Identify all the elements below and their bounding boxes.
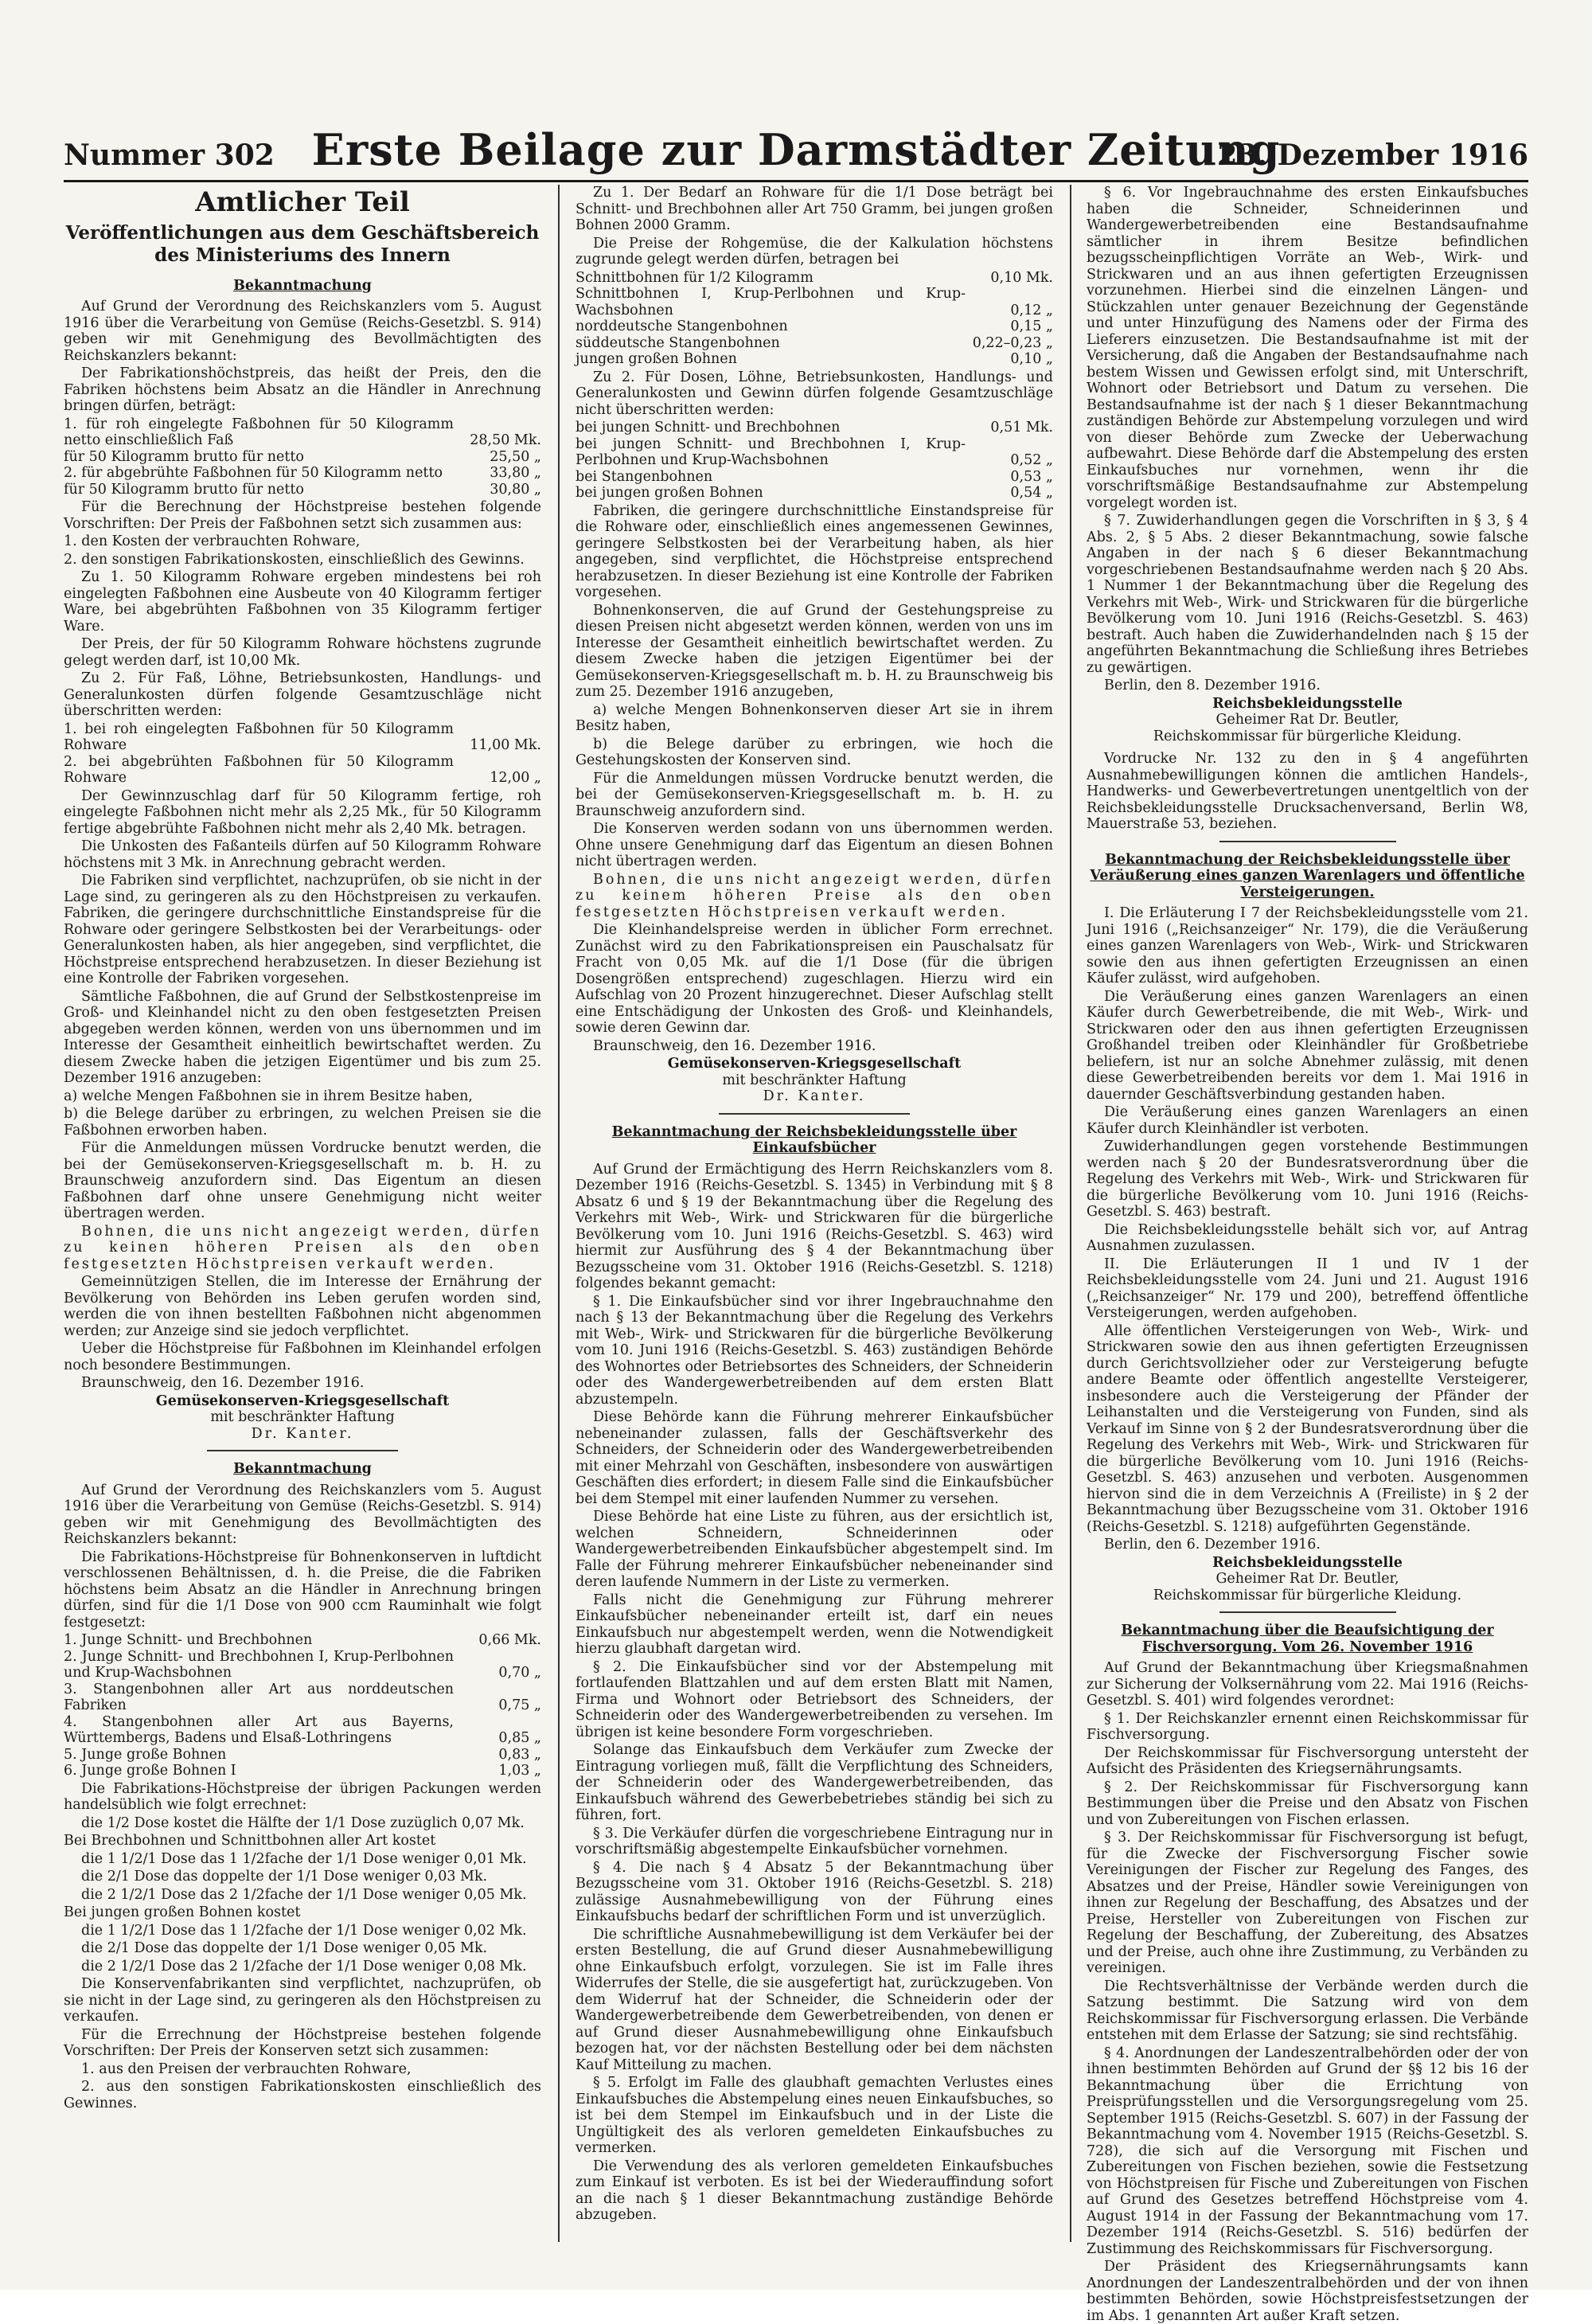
- divider: [719, 1113, 910, 1115]
- signature-name: Dr. Kanter.: [251, 1425, 354, 1442]
- price-label: süddeutsche Stangenbohnen: [576, 334, 780, 351]
- paragraph: § 4. Die nach § 4 Absatz 5 der Bekanntmachung über Bezugsscheine vom 31. Oktober 1916 (Reichs-Gesetzbl. S. 218) zulässige Ausnahmebewilligung von der Führung eines Einkaufsbuchs bedarf der schriftlichen Form und ist unverzüglich.: [576, 1859, 1053, 1924]
- paragraph: Die Konserven werden sodann von uns übernommen werden. Ohne unsere Genehmigung darf das Eigentum an diesen Bohnen nicht übertragen werden.: [576, 821, 1053, 869]
- table-row: [576, 318, 1053, 335]
- date-line: Berlin, den 6. Dezember 1916.: [1104, 1537, 1321, 1553]
- table-row: [576, 335, 1053, 352]
- signature-name: Geheimer Rat Dr. Beutler,: [1215, 712, 1399, 728]
- price-label: 2. Junge Schnitt- und Brechbohnen I, Krup-Perlbohnen und Krup-Wachsbohnen: [64, 1648, 454, 1681]
- price-label: 2. bei abgebrühten Faßbohnen für 50 Kilogramm Rohware: [64, 753, 454, 786]
- price-value: 0,70 „: [498, 1665, 541, 1681]
- price-label: bei jungen großen Bohnen: [576, 485, 763, 501]
- price-value: 1,03 „: [498, 1763, 541, 1779]
- paragraph: § 2. Die Einkaufsbücher sind vor der Abstempelung mit fortlaufenden Blattzahlen und auf dem ersten Blatt mit Namen, Firma und Wohnort oder Betriebsort des Schneiders, der Schneiderin oder des Wandergewerbetreibenden zu versehen. Im übrigen ist keine besondere Form vorgeschrieben.: [576, 1658, 1053, 1740]
- masthead-rule: [64, 180, 1528, 182]
- list-item: 2. den sonstigen Fabrikationskosten, einschließlich des Gewinns.: [64, 551, 525, 568]
- signature-title: Reichskommissar für bürgerliche Kleidung.: [1153, 1587, 1462, 1603]
- signature-name: Dr. Kanter.: [763, 1088, 866, 1104]
- paragraph: Bohnenkonserven, die auf Grund der Gestehungspreise zu diesen Preisen nicht abgesetzt werden können, werden von uns im Interesse der Gesamtheit einheitlich bewirtschaftet werden. Zu diesem Zwecke haben die jetzigen Eigentümer bei der Gemüsekonserven-Kriegsgesellschaft m. b. H. zu Braunschweig bis zum 25. Dezember 1916 anzugeben,: [576, 602, 1053, 700]
- table-row: [64, 1649, 541, 1681]
- divider: [1219, 841, 1396, 842]
- newspaper-title: Erste Beilage zur Darmstädter Zeitung: [311, 124, 1281, 175]
- signature-block: [1087, 696, 1528, 745]
- issue-number: Nummer 302: [64, 139, 275, 172]
- paragraph: die 2 1/2/1 Dose das 2 1/2fache der 1/1 Dose weniger 0,05 Mk.: [81, 1886, 527, 1903]
- signature-org: Reichsbekleidungsstelle: [1212, 695, 1403, 712]
- signature-title: Reichskommissar für bürgerliche Kleidung.: [1153, 728, 1462, 744]
- date-line: Berlin, den 8. Dezember 1916.: [1104, 678, 1321, 693]
- paragraph: Die Fabriken sind verpflichtet, nachzuprüfen, ob sie nicht in der Lage sind, zu geringeren als zu den Höchstpreisen zu verkaufen. Fabriken, die geringere durchschnittliche Einstandspreise für die Rohware oder geringere Selbstkosten bei der Verarbeitungs- oder Generalunkosten haben, als hier angegeben, sind verpflichtet, die Höchstpreise entsprechend herabzusetzen. In dieser Beziehung ist eine Kontrolle der Fabriken vorgesehen.: [64, 873, 541, 986]
- price-label: norddeutsche Stangenbohnen: [576, 318, 788, 334]
- paragraph: Die Veräußerung eines ganzen Warenlagers an einen Käufer durch Gewerbetreibende, die mit Web-, Wirk- und Strickwaren oder den aus ihnen gefertigten Erzeugnissen Großhandel treiben oder Kleinhändler für Großbetriebe beliefern, ist nur an solche Abnehmer zulässig, mit denen diese Gewerbetreibenden bereits vor dem 1. Mai 1916 in dauernder Geschäftsverbindung gestanden haben.: [1087, 988, 1528, 1103]
- paragraph: Der Präsident des Kriegsernährungsamts kann Anordnungen der Landeszentralbehörden und der von ihnen bestimmten Behörden, sowie Höchstpreisfestsetzungen der im Abs. 1 genannten Art außer Kraft setzen.: [1087, 2259, 1528, 2324]
- issue-date: 23. Dezember 1916: [1217, 139, 1528, 172]
- paragraph: Der Gewinnzuschlag darf für 50 Kilogramm fertige, roh eingelegte Faßbohnen nicht mehr als 2,25 Mk., für 50 Kilogramm fertige abgebrühte Faßbohnen nicht mehr als 2,40 Mk. betragen.: [64, 787, 541, 837]
- paragraph: Sämtliche Faßbohnen, die auf Grund der Selbstkostenpreise im Groß- und Kleinhandel nicht zu den oben festgesetzten Preisen abgegeben werden können, werden von uns übernommen und im Interesse der Gesamtheit einheitlich bewirtschaftet werden. Zu diesem Zwecke haben die jetzigen Eigentümer und bis zum 25. Dezember 1916 anzugeben:: [64, 988, 541, 1086]
- price-value: 0,10 Mk.: [990, 269, 1053, 286]
- price-label: bei jungen Schnitt- und Brechbohnen I, Krup-Perlbohnen und Krup-Wachsbohnen: [576, 436, 966, 468]
- paragraph: die 2 1/2/1 Dose das 2 1/2fache der 1/1 Dose weniger 0,08 Mk.: [81, 1958, 527, 1974]
- paragraph: § 3. Die Verkäufer dürfen die vorgeschriebene Eintragung nur in vorschriftsmäßig abgestempelte Einkaufsbücher vornehmen.: [576, 1825, 1053, 1857]
- paragraph: Die Unkosten des Faßanteils dürfen auf 50 Kilogramm Rohware höchstens mit 3 Mk. in Anrechnung gebracht werden.: [64, 838, 541, 871]
- price-value: 0,85 „: [498, 1730, 541, 1746]
- paragraph: Für die Anmeldungen müssen Vordrucke benutzt werden, die bei der Gemüsekonserven-Kriegsgesellschaft m. b. H. zu Braunschweig anzufordern sind. Das Eigentum an diesen Faßbohnen darf ohne unsere Genehmigung nicht weiter übertragen werden.: [64, 1140, 541, 1221]
- paragraph: die 2/1 Dose das doppelte der 1/1 Dose weniger 0,03 Mk.: [81, 1869, 488, 1885]
- paragraph: Diese Behörde kann die Führung mehrerer Einkaufsbücher nebeneinander zulassen, falls der Geschäftsverkehr des Schneiders, der Schneiderin oder des Wandergewerbetreibenden mit einer Mehrzahl von Geschäften, insbesondere von auswärtigen Geschäften dies erfordert; in diesem Falle sind die Einkaufsbücher bei dem Stempel mit einer laufenden Nummer zu versehen.: [576, 1409, 1053, 1507]
- column-2: [576, 185, 1053, 2242]
- price-label: 2. für abgebrühte Faßbohnen für 50 Kilogramm netto: [64, 465, 443, 481]
- table-row: [64, 1747, 541, 1764]
- column-1: [64, 185, 541, 2242]
- signature-org: Gemüsekonserven-Kriegsgesellschaft: [667, 1056, 962, 1072]
- price-table: [64, 1632, 541, 1779]
- date-line: Braunschweig, den 16. Dezember 1916.: [593, 1037, 876, 1054]
- price-value: 0,10 „: [1010, 351, 1053, 367]
- list-item: a) welche Mengen Bohnenkonserven dieser Art sie in ihrem Besitz haben,: [576, 701, 1053, 734]
- price-label: für 50 Kilogramm brutto für netto: [64, 481, 304, 498]
- price-label: bei jungen Schnitt- und Brechbohnen: [576, 420, 841, 436]
- paragraph: die 2/1 Dose das doppelte der 1/1 Dose weniger 0,05 Mk.: [81, 1940, 488, 1956]
- paragraph: Fabriken, die geringere durchschnittliche Einstandspreise für die Rohware oder, einschließlich eines angemessenen Gewinnes, geringere Selbstkosten bei der Verarbeitung haben, als hier angegeben, sind verpflichtet, die Höchstpreise entsprechend herabzusetzen. In dieser Beziehung ist eine Kontrolle der Fabriken vorgesehen.: [576, 502, 1053, 600]
- price-value: 0,22–0,23 „: [972, 334, 1053, 351]
- paragraph: § 2. Der Reichskommissar für Fischversorgung kann Bestimmungen über die Preise und den Absatz von Fischen und von Zubereitungen von Fischen erlassen.: [1087, 1779, 1528, 1828]
- signature-org: Gemüsekonserven-Kriegsgesellschaft: [155, 1392, 450, 1409]
- paragraph: Alle öffentlichen Versteigerungen von Web-, Wirk- und Strickwaren sowie den aus ihnen gefertigten Erzeugnissen durch Gerichtsvollzieher oder zur Versteigerung befugte andere Beamte oder öffentlich angestellte Versteigerer, insbesondere auch die Versteigerung der Pfänder der Leihanstalten und die Versteigerung von Funden, sind als Verkauf im Sinne von § 2 der Bundesratsverordnung über die Regelung des Verkehrs mit Web-, Wirk- und Strickwaren für die bürgerliche Bevölkerung vom 10. Juni 1916 (Reichs-Gesetzbl. S. 463) anzusehen und verboten. Ausgenommen hiervon sind die in dem Verzeichnis A (Freiliste) in § 2 der Bekanntmachung über Bezugsscheine vom 31. Oktober 1916 (Reichs-Gesetzbl. S. 1218) aufgeführten Gegenstände.: [1087, 1322, 1528, 1535]
- notice-heading: Bekanntmachung: [233, 277, 372, 294]
- paragraph: Auf Grund der Ermächtigung des Herrn Reichskanzlers vom 8. Dezember 1916 (Reichs-Gesetzbl. S. 1345) in Verbindung mit § 8 Absatz 6 und § 19 der Bekanntmachung über die Regelung des Verkehrs mit Web-, Wirk- und Strickwaren für die bürgerliche Bevölkerung vom 10. Juni 1916 (Reichs-Gesetzbl. S. 463) wird hiermit zur Ausführung des § 4 der Bekanntmachung über Bezugsscheine vom 31. Oktober 1916 (Reichs-Gesetzbl. S. 1218) folgendes bekannt gemacht:: [576, 1161, 1053, 1291]
- price-value: 0,83 „: [498, 1746, 541, 1763]
- table-row: [64, 482, 541, 498]
- paragraph: Die Fabrikations-Höchstpreise der übrigen Packungen werden handelsüblich wie folgt errechnet:: [64, 1780, 541, 1813]
- table-row: [64, 721, 541, 754]
- price-label: bei Stangenbohnen: [576, 468, 713, 485]
- paragraph: Falls nicht die Genehmigung zur Führung mehrerer Einkaufsbücher nebeneinander erteilt ist, darf ein neues Einkaufsbuch nur abgestempelt werden, wenn die Notwendigkeit hierzu glaubhaft dargetan wird.: [576, 1592, 1053, 1657]
- paragraph: Die Preise der Rohgemüse, die der Kalkulation höchstens zugrunde gelegt werden dürfen, betragen bei: [576, 235, 1053, 268]
- price-value: 11,00 Mk.: [470, 737, 541, 753]
- surcharge-table: [64, 721, 541, 787]
- table-row: [64, 1681, 541, 1714]
- paragraph: § 5. Erfolgt im Falle des glaubhaft gemachten Verlustes eines Einkaufsbuches die Abstempelung eines neuen Einkaufsbuches, so ist bei dem Stempel im Einkaufsbuch und in der Liste die Ungültigkeit des als verloren gemeldeten Einkaufsbuches zu vermerken.: [576, 2075, 1053, 2156]
- signature-block: [1087, 1555, 1528, 1604]
- paragraph: die 1 1/2/1 Dose das 1 1/2fache der 1/1 Dose weniger 0,02 Mk.: [81, 1922, 527, 1939]
- price-label: 1. für roh eingelegte Faßbohnen für 50 Kilogramm netto einschließlich Faß: [64, 416, 454, 448]
- section-title: Amtlicher Teil: [195, 186, 410, 218]
- signature-block: [576, 1056, 1053, 1105]
- paragraph: Die Kleinhandelspreise werden in üblicher Form errechnet. Zunächst wird zu den Fabrikationspreisen ein Pauschalsatz für Fracht von 0,05 Mk. auf die 1/1 Dose (für die übrigen Dosengrößen entsprechend) zugeschlagen. Hierzu wird ein Aufschlag von 20 Prozent hinzugerechnet. Dieser Aufschlag stellt eine Entschädigung der Unkosten des Groß- und Kleinhandels, sowie deren Gewinn dar.: [576, 922, 1053, 1036]
- paragraph: Zu 1. Der Bedarf an Rohware für die 1/1 Dose beträgt bei Schnitt- und Brechbohnen aller Art 750 Gramm, bei jungen großen Bohnen 2000 Gramm.: [576, 185, 1053, 233]
- paragraph: Die Rechtsverhältnisse der Verbände werden durch die Satzung bestimmt. Die Satzung wird von dem Reichskommissar für Fischversorgung erlassen. Die Verbände entstehen mit dem Erlasse der Satzung; sie sind rechtsfähig.: [1087, 1978, 1528, 2043]
- notice-heading: Bekanntmachung: [233, 1461, 372, 1477]
- date-line: Braunschweig, den 16. Dezember 1916.: [81, 1375, 365, 1391]
- table-row: [64, 449, 541, 466]
- price-value: 0,75 „: [498, 1697, 541, 1713]
- price-value: 0,15 „: [1010, 318, 1053, 334]
- signature-block: [64, 1393, 541, 1443]
- paragraph: Zuwiderhandlungen gegen vorstehende Bestimmungen werden nach § 20 der Bundesratsverordnung über die Regelung des Verkehrs mit Web-, Wirk- und Strickwaren für die bürgerliche Bevölkerung vom 10. Juni 1916 (Reichs-Gesetzbl. S. 463) bestraft.: [1087, 1139, 1528, 1220]
- notice-heading: Bekanntmachung der Reichsbekleidungsstelle über Veräußerung eines ganzen Warenlagers und öffentliche Versteigerungen.: [1090, 851, 1525, 900]
- price-value: 0,52 „: [1010, 452, 1053, 468]
- paragraph: I. Die Erläuterung I 7 der Reichsbekleidungsstelle vom 21. Juni 1916 („Reichsanzeiger“ Nr. 179), die die Veräußerung eines ganzen Warenlagers von Web-, Wirk- und Strickwaren sowie den aus ihnen gefertigten Erzeugnissen an einen Käufer zulässt, wird aufgehoben.: [1087, 905, 1528, 986]
- table-row: [64, 1632, 541, 1649]
- paragraph: Vordrucke Nr. 132 zu den in § 4 angeführten Ausnahmebewilligungen können die amtlichen Handels-, Handwerks- und Gewerbevertretungen unentgeltlich von der Reichsbekleidungsstelle Drucksachenversand, Berlin W8, Mauerstraße 53, beziehen.: [1087, 751, 1528, 832]
- price-value: 0,12 „: [1010, 302, 1053, 318]
- paragraph: § 7. Zuwiderhandlungen gegen die Vorschriften in § 3, § 4 Abs. 2, § 5 Abs. 2 dieser Bekanntmachung, sowie falsche Angaben in der nach § 6 dieser Bekanntmachung vorgeschriebenen Bestandsaufnahme werden nach § 20 Abs. 1 Nummer 1 der Bekanntmachung über die Regelung des Verkehrs mit Web-, Wirk- und Strickwaren für die bürgerliche Bevölkerung vom 10. Juni 1916 (Reichs-Gesetzbl. S. 463) bestraft. Auch haben die Zuwiderhandelnden nach § 15 der angeführten Bekanntmachung die Schließung ihres Betriebes zu gewärtigen.: [1087, 513, 1528, 676]
- paragraph: Ueber die Höchstpreise für Faßbohnen im Kleinhandel erfolgen noch besondere Bestimmungen.: [64, 1341, 541, 1373]
- paragraph: Für die Berechnung der Höchstpreise bestehen folgende Vorschriften: Der Preis der Faßbohnen setzt sich zusammen aus:: [64, 499, 541, 532]
- price-label: 1. Junge Schnitt- und Brechbohnen: [64, 1632, 313, 1648]
- paragraph: die 1/2 Dose kostet die Hälfte der 1/1 Dose zuzüglich 0,07 Mk.: [81, 1814, 525, 1831]
- table-row: [576, 436, 1053, 469]
- paragraph: Die Veräußerung eines ganzen Warenlagers an einen Käufer durch Kleinhändler ist verboten.: [1087, 1104, 1528, 1137]
- table-row: [576, 469, 1053, 486]
- paragraph: § 6. Vor Ingebrauchnahme des ersten Einkaufsbuches haben die Schneider, Schneiderinnen und Wandergewerbetreibenden eine Bestandsaufnahme sämtlicher in ihrem Besitze befindlichen bezugsscheinpflichtigen Vorräte an Web-, Wirk- und Strickwaren und an aus ihnen gefertigten Erzeugnissen vorzunehmen. Hierbei sind die einzelnen Längen- und Stückzahlen unter genauer Bezeichnung der Gegenstände und unter Hinzufügung des Namens oder der Firma des Lieferers einzusetzen. Die Bestandsaufnahme ist mit der Versicherung, daß die Angaben der Bestandsaufnahme nach bestem Wissen und Gewissen erfolgt sind, mit Unterschrift, Wohnort oder Betriebsort und Datum zu versehen. Die Bestandsaufnahme ist der nach § 1 dieser Bekanntmachung zuständigen Behörde zur Abstempelung vorzulegen und wird von dieser Behörde zum Zwecke der Ueberwachung aufbewahrt. Diese Behörde darf die Abstempelung des ersten Einkaufsbuches nur vornehmen, wenn ihr die vorschriftsmäßige Bestandsaufnahme zur Abstempelung vorgelegt worden ist.: [1087, 185, 1528, 511]
- signature-name: Geheimer Rat Dr. Beutler,: [1215, 1571, 1399, 1587]
- paragraph: Die schriftliche Ausnahmebewilligung ist dem Verkäufer bei der ersten Bestellung, die auf Grund dieser Ausnahmebewilligung ohne Einkaufsbuch erfolgt, vorzulegen. Sie ist im Falle ihres Widerrufes der Stelle, die sie ausgefertigt hat, zurückzugeben. Von dem Widerruf hat der Schneider, die Schneiderin oder der Wandergewerbetreibende dem Gewerbetreibenden, von denen er auf Grund dieser Ausnahmebewilligung ohne Einkaufsbuch bezogen hat, vor der nächsten Bestellung oder bei dem nächsten Kauf Mitteilung zu machen.: [576, 1926, 1053, 2073]
- paragraph: die 1 1/2/1 Dose das 1 1/2fache der 1/1 Dose weniger 0,01 Mk.: [81, 1850, 527, 1867]
- price-value: 0,51 Mk.: [990, 420, 1053, 436]
- table-row: [64, 1763, 541, 1779]
- column-divider: [1070, 185, 1071, 2242]
- paragraph: Auf Grund der Verordnung des Reichskanzlers vom 5. August 1916 über die Verarbeitung von Gemüse (Reichs-Gesetzbl. S. 914) geben wir mit Genehmigung des Bevollmächtigten des Reichskanzlers bekannt:: [64, 1482, 541, 1547]
- price-label: 5. Junge große Bohnen: [64, 1746, 227, 1763]
- table-row: [64, 754, 541, 787]
- paragraph: Auf Grund der Bekanntmachung über Kriegsmaßnahmen zur Sicherung der Volksernährung vom 22. Mai 1916 (Reichs-Gesetzbl. S. 401) wird folgendes verordnet:: [1087, 1660, 1528, 1709]
- masthead: [64, 119, 1528, 175]
- paragraph: Die Konservenfabrikanten sind verpflichtet, nachzuprüfen, ob sie nicht in der Lage sind, zu geringeren als den Höchstpreisen zu verkaufen.: [64, 1976, 541, 2025]
- table-row: [64, 1714, 541, 1747]
- paragraph: § 3. Der Reichskommissar für Fischversorgung ist befugt, für die Zwecke der Fischversorgung Fischer sowie Vereinigungen der Fischer zur Regelung des Fanges, des Absatzes und der Preise, Händler sowie Vereinigungen von ihnen zur Regelung der Beschaffung, des Absatzes und der Preise, Hersteller von Zubereitungen von Fischen zur Regelung der Beschaffung, der Zubereitung, des Absatzes und der Preise, auch ohne ihre Zustimmung, zu Verbänden zu vereinigen.: [1087, 1830, 1528, 1976]
- notice-heading: Bekanntmachung der Reichsbekleidungsstelle über Einkaufsbücher: [611, 1123, 1017, 1156]
- price-value: 28,50 Mk.: [470, 432, 541, 448]
- paragraph-spaced: Bohnen, die uns nicht angezeigt werden, dürfen zu keinem höheren Preise als den oben festgesetzten Höchstpreisen verkauft werden.: [576, 871, 1053, 920]
- table-row: [576, 420, 1053, 436]
- table-row: [576, 485, 1053, 502]
- paragraph: II. Die Erläuterungen II 1 und IV 1 der Reichsbekleidungsstelle vom 24. Juni und 21. August 1916 („Reichsanzeiger“ Nr. 179 und 200), betreffend öffentliche Versteigerungen, werden aufgehoben.: [1087, 1256, 1528, 1321]
- price-label: jungen großen Bohnen: [576, 351, 737, 367]
- paragraph: Der Fabrikationshöchstpreis, das heißt der Preis, den die Fabriken höchstens beim Absatz an die Händler in Anrechnung bringen dürfen, beträgt:: [64, 365, 541, 414]
- price-table: [64, 416, 541, 498]
- paragraph: Die Fabrikations-Höchstpreise für Bohnenkonserven in luftdicht verschlossenen Behältnissen, d. h. die Preise, die die Fabriken höchstens beim Absatz an die Händler in Anrechnung bringen dürfen, sind für die 1/1 Dose von 900 ccm Rauminhalt wie folgt festgesetzt:: [64, 1549, 541, 1631]
- section-subtitle: Veröffentlichungen aus dem Geschäftsbereich des Ministeriums des Innern: [65, 221, 540, 266]
- price-value: 30,80 „: [490, 481, 541, 498]
- paragraph: Solange das Einkaufsbuch dem Verkäufer zum Zwecke der Eintragung vorliegen muß, fällt die Verpflichtung des Schneiders, der Schneiderin oder des Wandergewerbetreibenden, das Einkaufsbuch während des Gewerbebetriebes ständig bei sich zu führen, fort.: [576, 1742, 1053, 1823]
- paragraph: Gemeinnützigen Stellen, die im Interesse der Ernährung der Bevölkerung von Behörden ins Leben gerufen worden sind, werden die von ihnen bestellten Faßbohnen nicht abgenommen werden; zur Anzeige sind sie jedoch verpflichtet.: [64, 1274, 541, 1339]
- price-label: Schnittbohnen I, Krup-Perlbohnen und Krup-Wachsbohnen: [576, 286, 966, 318]
- paragraph: Die Verwendung des als verloren gemeldeten Einkaufsbuches zum Einkauf ist verboten. Es ist bei der Wiederauffindung sofort an die nach § 1 dieser Bekanntmachung zuständige Behörde abzugeben.: [576, 2158, 1053, 2223]
- price-label: für 50 Kilogramm brutto für netto: [64, 448, 304, 465]
- list-item: 1. aus den Preisen der verbrauchten Rohware,: [81, 2060, 412, 2077]
- price-value: 12,00 „: [490, 770, 541, 786]
- price-label: 4. Stangenbohnen aller Art aus Bayerns, Württembergs, Badens und Elsaß-Lothringens: [64, 1713, 454, 1746]
- paragraph: Zu 2. Für Faß, Löhne, Betriebsunkosten, Handlungs- und Generalunkosten dürfen folgende Gesamtzuschläge nicht überschritten werden:: [64, 670, 541, 719]
- raw-price-table: [576, 270, 1053, 368]
- paragraph: § 1. Die Einkaufsbücher sind vor ihrer Ingebrauchnahme den nach § 13 der Bekanntmachung über die Regelung des Verkehrs mit Web-, Wirk- und Strickwaren für die bürgerliche Bevölkerung vom 10. Juni 1916 (Reichs-Gesetzbl. S. 463) zuständigen Behörde des Wohnortes oder Betriebsortes des Schneiders, der Schneiderin oder des Wandergewerbetreibenden auf dem ersten Blatt abzustempeln.: [576, 1293, 1053, 1408]
- signature-org-sub: mit beschränkter Haftung: [722, 1072, 907, 1088]
- price-value: 33,80 „: [490, 465, 541, 481]
- table-row: [64, 465, 541, 482]
- table-row: [576, 270, 1053, 287]
- surcharge-table: [576, 420, 1053, 502]
- price-label: 6. Junge große Bohnen I: [64, 1763, 236, 1779]
- list-item: a) welche Mengen Faßbohnen sie in ihrem Besitze haben,: [64, 1088, 473, 1104]
- paragraph: Zu 2. Für Dosen, Löhne, Betriebsunkosten, Handlungs- und Generalunkosten und Gewinn dürfen folgende Gesamtzuschläge nicht überschritten werden:: [576, 369, 1053, 418]
- divider: [207, 1450, 398, 1451]
- list-item: 1. den Kosten der verbrauchten Rohware,: [64, 533, 361, 549]
- paragraph: Bei Brechbohnen und Schnittbohnen aller Art kostet: [64, 1833, 436, 1849]
- paragraph: Zu 1. 50 Kilogramm Rohware ergeben mindestens bei roh eingelegten Faßbohnen eine Ausbeute von 40 Kilogramm fertiger Ware, bei abgebrühten Faßbohnen von 35 Kilogramm fertiger Ware.: [64, 569, 541, 635]
- price-value: 0,54 „: [1010, 485, 1053, 501]
- paragraph: Der Reichskommissar für Fischversorgung untersteht der Aufsicht des Präsidenten des Kriegsernährungsamts.: [1087, 1744, 1528, 1777]
- paragraph: Für die Errechnung der Höchstpreise bestehen folgende Vorschriften: Der Preis der Konserven setzt sich zusammen:: [64, 2026, 541, 2059]
- paragraph: Die Reichsbekleidungsstelle behält sich vor, auf Antrag Ausnahmen zuzulassen.: [1087, 1221, 1528, 1254]
- table-row: [576, 351, 1053, 368]
- notice-heading: Bekanntmachung über die Beaufsichtigung der Fischversorgung. Vom 26. November 1916: [1121, 1623, 1494, 1655]
- paragraph: Diese Behörde hat eine Liste zu führen, aus der ersichtlich ist, welchen Schneidern, Schneiderinnen oder Wandergewerbetreibenden Einkaufsbücher abgestempelt sind. Im Falle der Führung mehrerer Einkaufsbücher nebeneinander sind deren laufende Nummern in der Liste zu vermerken.: [576, 1509, 1053, 1590]
- paragraph: § 4. Anordnungen der Landeszentralbehörden oder der von ihnen bestimmten Behörden auf Grund der §§ 12 bis 16 der Bekanntmachung über die Errichtung von Preisprüfungsstellen und die Versorgungsregelung vom 25. September 1915 (Reichs-Gesetzbl. S. 607) in der Fassung der Bekanntmachung vom 4. November 1915 (Reichs-Gesetzbl. S. 728), die sich auf die Versorgung mit Fischen und Zubereitungen von Fischen beziehen, sowie die Festsetzung von Höchstpreisen für Fische und Zubereitungen von Fischen auf Grund des Gesetzes betreffend Höchstpreise vom 4. August 1914 in der Fassung der Bekanntmachung vom 17. Dezember 1914 (Reichs-Gesetzbl. S. 516) bedürfen der Zustimmung des Reichskommissars für Fischversorgung.: [1087, 2045, 1528, 2257]
- list-item: b) die Belege darüber zu erbringen, wie hoch die Gestehungskosten der Konserven sind.: [576, 736, 1053, 768]
- column-divider: [558, 185, 560, 2242]
- price-label: Schnittbohnen für 1/2 Kilogramm: [576, 269, 814, 286]
- divider: [1219, 1611, 1396, 1613]
- column-3: [1087, 185, 1528, 2324]
- paragraph: Auf Grund der Verordnung des Reichskanzlers vom 5. August 1916 über die Verarbeitung von Gemüse (Reichs-Gesetzbl. S. 914) geben wir mit Genehmigung des Bevollmächtigten des Reichskanzlers bekannt:: [64, 299, 541, 364]
- signature-org-sub: mit beschränkter Haftung: [210, 1409, 395, 1425]
- paragraph-spaced: Bohnen, die uns nicht angezeigt werden, dürfen zu keinen höheren Preisen als den oben festgesetzten Höchstpreisen verkauft werden.: [64, 1223, 541, 1272]
- price-label: 3. Stangenbohnen aller Art aus norddeutschen Fabriken: [64, 1681, 454, 1713]
- list-item: 2. aus den sonstigen Fabrikationskosten einschließlich des Gewinnes.: [64, 2079, 541, 2111]
- paragraph: Für die Anmeldungen müssen Vordrucke benutzt werden, die bei der Gemüsekonserven-Kriegsgesellschaft m. b. H. zu Braunschweig anzufordern sind.: [576, 770, 1053, 819]
- price-value: 25,50 „: [490, 448, 541, 465]
- price-value: 0,66 Mk.: [478, 1632, 541, 1648]
- paragraph: Bei jungen großen Bohnen kostet: [64, 1904, 301, 1920]
- paragraph: § 1. Der Reichskanzler ernennt einen Reichskommissar für Fischversorgung.: [1087, 1710, 1528, 1743]
- signature-org: Reichsbekleidungsstelle: [1212, 1554, 1403, 1571]
- paragraph: Der Preis, der für 50 Kilogramm Rohware höchstens zugrunde gelegt werden darf, ist 10,00 Mk.: [64, 636, 541, 669]
- table-row: [576, 286, 1053, 318]
- price-label: 1. bei roh eingelegten Faßbohnen für 50 Kilogramm Rohware: [64, 721, 454, 753]
- table-row: [64, 416, 541, 449]
- list-item: b) die Belege darüber zu erbringen, zu welchen Preisen sie die Faßbohnen erworben haben.: [64, 1106, 541, 1139]
- price-value: 0,53 „: [1010, 468, 1053, 485]
